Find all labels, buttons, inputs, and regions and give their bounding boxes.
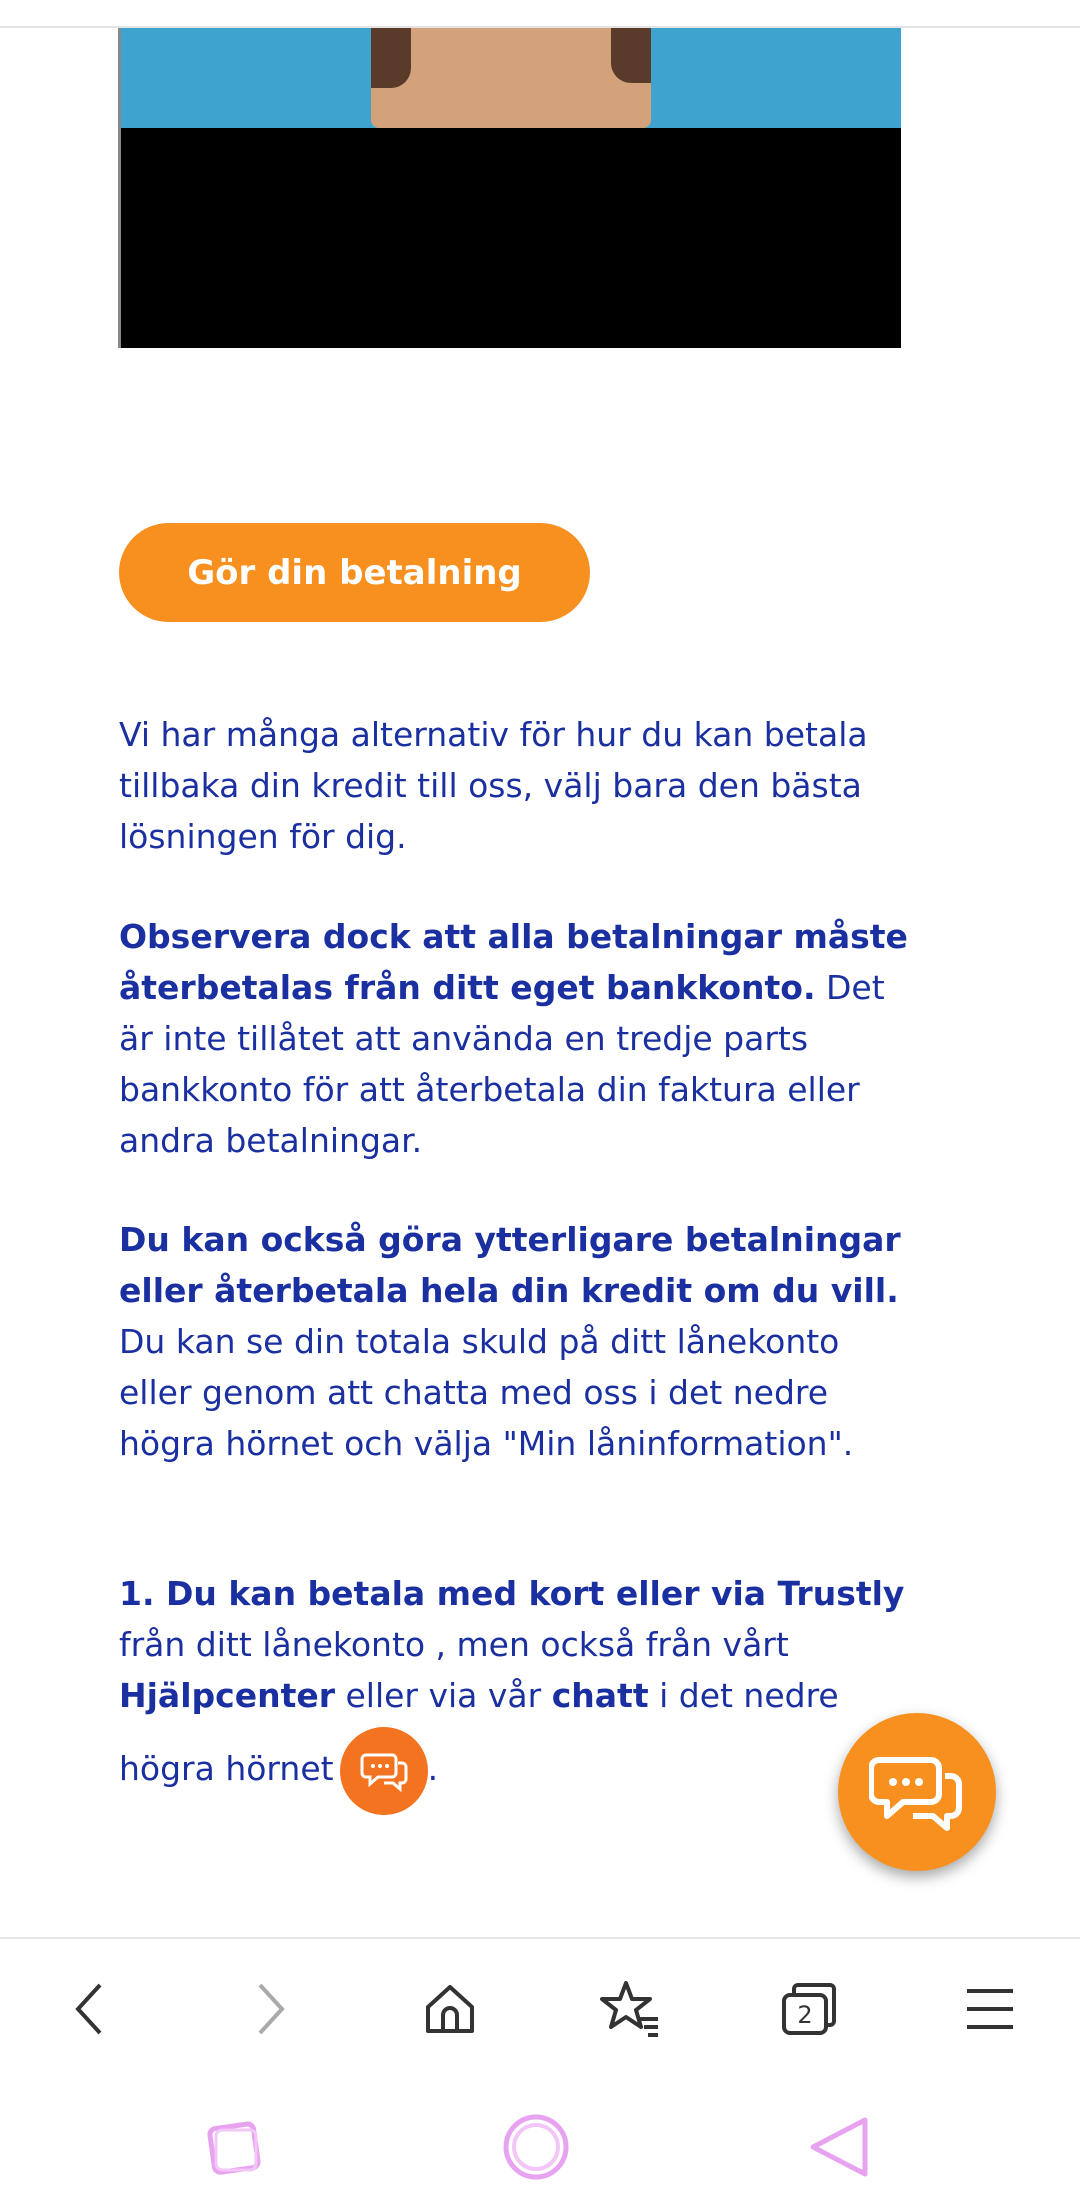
home-circle-icon — [500, 2111, 572, 2183]
pay-by-card-text — [119, 1568, 919, 1816]
own-account-notice-bold: Observera dock att alla betalningar måste återbetalas från ditt eget bankkonto. — [119, 917, 908, 1007]
own-account-notice — [119, 911, 919, 1166]
forward-button[interactable] — [232, 1969, 312, 2049]
tabs-icon — [780, 1981, 840, 2037]
chat-link[interactable]: chatt — [551, 1676, 649, 1715]
pay-by-card-period: . — [427, 1749, 439, 1788]
video-frame-hair-left — [371, 28, 411, 88]
video-frame-hair-right — [611, 28, 651, 83]
recent-apps-icon — [200, 2112, 270, 2182]
back-button[interactable] — [48, 1969, 128, 2049]
recent-apps-button[interactable] — [195, 2107, 275, 2187]
system-back-button[interactable] — [800, 2107, 880, 2187]
home-icon — [422, 1981, 478, 2037]
pay-by-card-text-1: från ditt lånekonto , men också från vårt — [119, 1625, 789, 1664]
menu-icon — [965, 1987, 1015, 2031]
tab-count: 2 — [797, 2001, 813, 2029]
bookmarks-button[interactable] — [590, 1969, 670, 2049]
system-back-icon — [805, 2112, 875, 2182]
chat-fab-button[interactable] — [838, 1713, 996, 1871]
bookmarks-icon — [600, 1979, 660, 2039]
help-center-link[interactable]: Hjälpcenter — [119, 1676, 335, 1715]
extra-payment-text — [119, 1214, 919, 1469]
pay-by-card-heading: 1. Du kan betala med kort eller via Trustly — [119, 1574, 905, 1613]
chat-bubbles-icon — [340, 1727, 428, 1815]
pay-by-card-text-4: högra hörnet — [119, 1749, 334, 1788]
chat-bubbles-icon — [869, 1752, 965, 1832]
extra-payment-bold: Du kan också göra ytterligare betalningar eller återbetala hela din kredit om du vill. — [119, 1220, 901, 1310]
video-player[interactable] — [118, 28, 901, 348]
video-frame-person — [371, 28, 651, 128]
payment-options-text: Vi har många alternativ för hur du kan betala tillbaka din kredit till oss, välj bara den bästa lösningen för dig. — [119, 715, 868, 856]
home-button[interactable] — [410, 1969, 490, 2049]
menu-button[interactable] — [950, 1969, 1030, 2049]
tabs-button[interactable] — [770, 1969, 850, 2049]
extra-payment-rest: Du kan se din totala skuld på ditt lånekonto eller genom att chatta med oss i det nedre högra hörnet och välja "Min låninformation". — [119, 1322, 854, 1463]
pay-by-card-text-2: eller via vår — [335, 1676, 552, 1715]
back-icon — [68, 1979, 108, 2039]
pay-by-card-text-3: i det nedre — [648, 1676, 839, 1715]
own-account-notice-rest: Det är inte tillåtet att använda en tredje parts bankkonto för att återbetala din faktura eller andra betalningar. — [119, 968, 885, 1160]
forward-icon — [252, 1979, 292, 2039]
browser-toolbar — [0, 1937, 1080, 2077]
make-payment-button[interactable]: Gör din betalning — [119, 523, 590, 622]
home-system-button[interactable] — [496, 2107, 576, 2187]
system-nav-bar — [0, 2077, 1080, 2207]
